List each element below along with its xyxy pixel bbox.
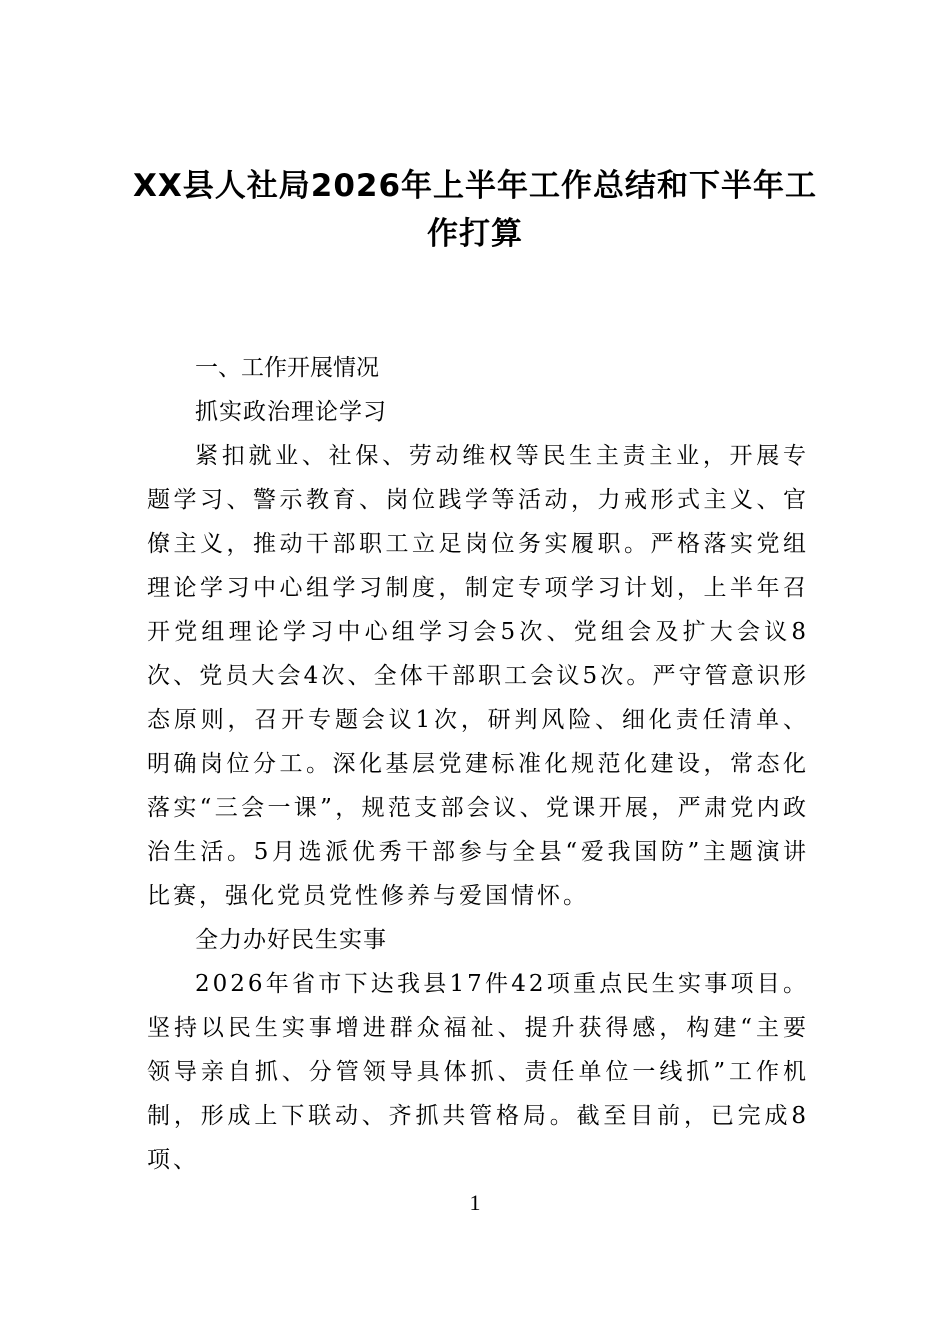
paragraph-livelihood: 2026年省市下达我县17件42项重点民生实事项目。坚持以民生实事增进群众福祉、提升获得感，构建“主要领导亲自抓、分管领导具体抓、责任单位一线抓”工作机制，形成上下联动、齐抓共管格局。截至目前，已完成8项、 bbox=[147, 971, 809, 1173]
subheading-political-study: 抓实政治理论学习 bbox=[195, 399, 387, 425]
document-body bbox=[147, 346, 809, 1182]
document-title: XX县人社局2026年上半年工作总结和下半年工作打算 bbox=[132, 168, 818, 252]
section-heading: 一、工作开展情况 bbox=[195, 355, 379, 381]
page-number: 1 bbox=[469, 1190, 481, 1215]
paragraph-political-study: 紧扣就业、社保、劳动维权等民生主责主业，开展专题学习、警示教育、岗位践学等活动，力戒形式主义、官僚主义，推动干部职工立足岗位务实履职。严格落实党组理论学习中心组学习制度，制定专项学习计划，上半年召开党组理论学习中心组学习会5次、党组会及扩大会议8次、党员大会4次、全体干部职工会议5次。严守管意识形态原则，召开专题会议1次，研判风险、细化责任清单、明确岗位分工。深化基层党建标准化规范化建设，常态化落实“三会一课”，规范支部会议、党课开展，严肃党内政治生活。5月选派优秀干部参与全县“爱我国防”主题演讲比赛，强化党员党性修养与爱国情怀。 bbox=[147, 443, 809, 909]
subheading-livelihood: 全力办好民生实事 bbox=[195, 927, 387, 953]
